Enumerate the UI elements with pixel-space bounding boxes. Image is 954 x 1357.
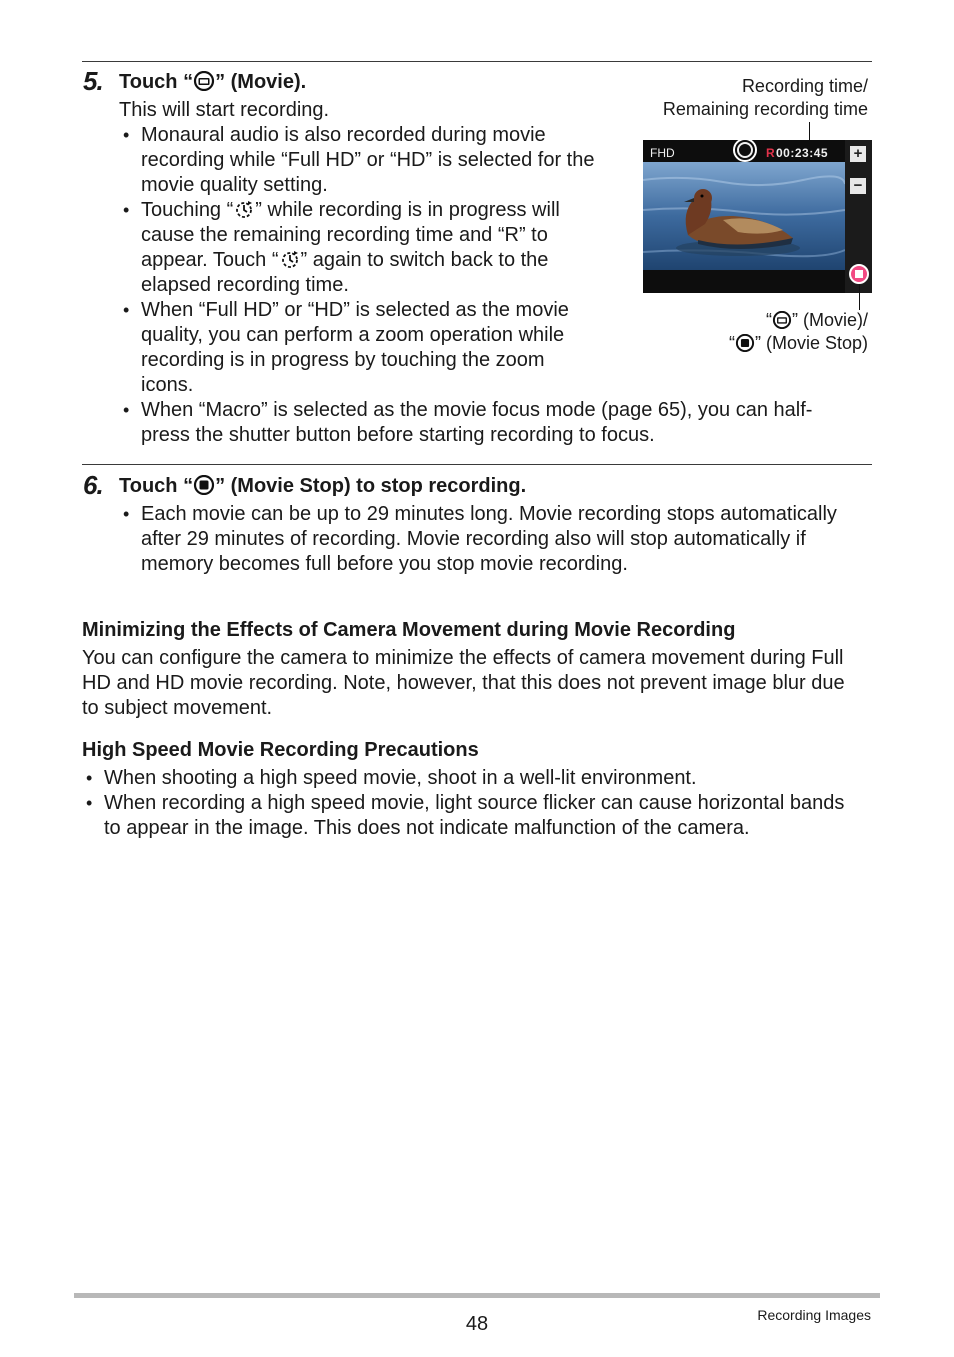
movie-stop-icon <box>193 475 215 495</box>
step-5-number: 5. <box>83 66 103 96</box>
stop-icon <box>855 270 863 278</box>
high-speed-bullets <box>82 766 862 841</box>
movie-stop-icon <box>735 334 755 352</box>
zoom-out-button[interactable]: − <box>850 178 866 194</box>
section-body-camera-movement: You can configure the camera to minimize the effects of camera movement during Full HD and HD movie recording. Note, however, that this does not prevent image blur due to subject movement. <box>82 647 845 719</box>
movie-icon <box>193 71 215 91</box>
step-6-number: 6. <box>83 470 103 500</box>
time-toggle-icon <box>233 199 255 219</box>
list-item: • When recording a high speed movie, light source flicker can cause horizontal bands to appear in the image. This does not indicate malfunction of the camera. <box>82 791 862 841</box>
time-toggle-icon <box>279 249 301 269</box>
step-6-bullets <box>119 502 879 577</box>
step-5-bullet-wide <box>119 398 859 448</box>
bird-photo <box>643 140 872 293</box>
movie-stop-button[interactable] <box>849 264 869 284</box>
step-6-rule <box>82 464 872 465</box>
footer-section-name: Recording Images <box>757 1307 871 1323</box>
list-item: • When shooting a high speed movie, shoot in a well-lit environment. <box>82 766 862 791</box>
step-5-bullets <box>119 123 599 398</box>
list-item: • Each movie can be up to 29 minutes long. Movie recording stops automatically after 29 minutes of recording. Movie recording also will stop automatically if memory becomes full before you stop movie recording. <box>119 502 879 577</box>
top-rule <box>82 61 872 62</box>
list-item: • Touching “ ” while recording is in progress will cause the remaining recording time and “R” to appear. Touch “ ” again to switch back to the elapsed recording time. <box>119 198 599 298</box>
r-label: R <box>766 146 775 160</box>
section-heading-camera-movement: Minimizing the Effects of Camera Movement during Movie Recording <box>82 619 736 641</box>
recording-timer: 00:23:45 <box>776 146 829 160</box>
list-item: • Monaural audio is also recorded during movie recording while “Full HD” or “HD” is selected for the movie quality setting. <box>119 123 599 198</box>
step-5-intro: This will start recording. <box>119 99 330 121</box>
movie-icon <box>772 311 792 329</box>
zoom-in-button[interactable]: + <box>850 146 866 162</box>
callout-movie-buttons: “ ” (Movie)/ “ ” (Movie Stop) <box>728 310 868 353</box>
step-5-title: Touch “ ” (Movie). <box>119 71 307 93</box>
section-heading-high-speed: High Speed Movie Recording Precautions <box>82 739 479 761</box>
list-item: • When “Full HD” or “HD” is selected as the movie quality, you can perform a zoom operation while recording is in progress by touching the zoom icons. <box>119 298 599 398</box>
footer-rule <box>74 1293 880 1298</box>
step-6-title: Touch “ ” (Movie Stop) to stop recording. <box>119 475 527 497</box>
list-item: • When “Macro” is selected as the movie focus mode (page 65), you can half-press the shutter button before starting recording to focus. <box>119 398 859 448</box>
page-number: 48 <box>465 1313 489 1335</box>
callout-recording-time: Recording time/ Remaining recording time <box>662 76 868 119</box>
callout-line-bottom <box>859 284 860 310</box>
camera-screen-illustration <box>643 140 872 293</box>
quality-label: FHD <box>650 146 675 160</box>
